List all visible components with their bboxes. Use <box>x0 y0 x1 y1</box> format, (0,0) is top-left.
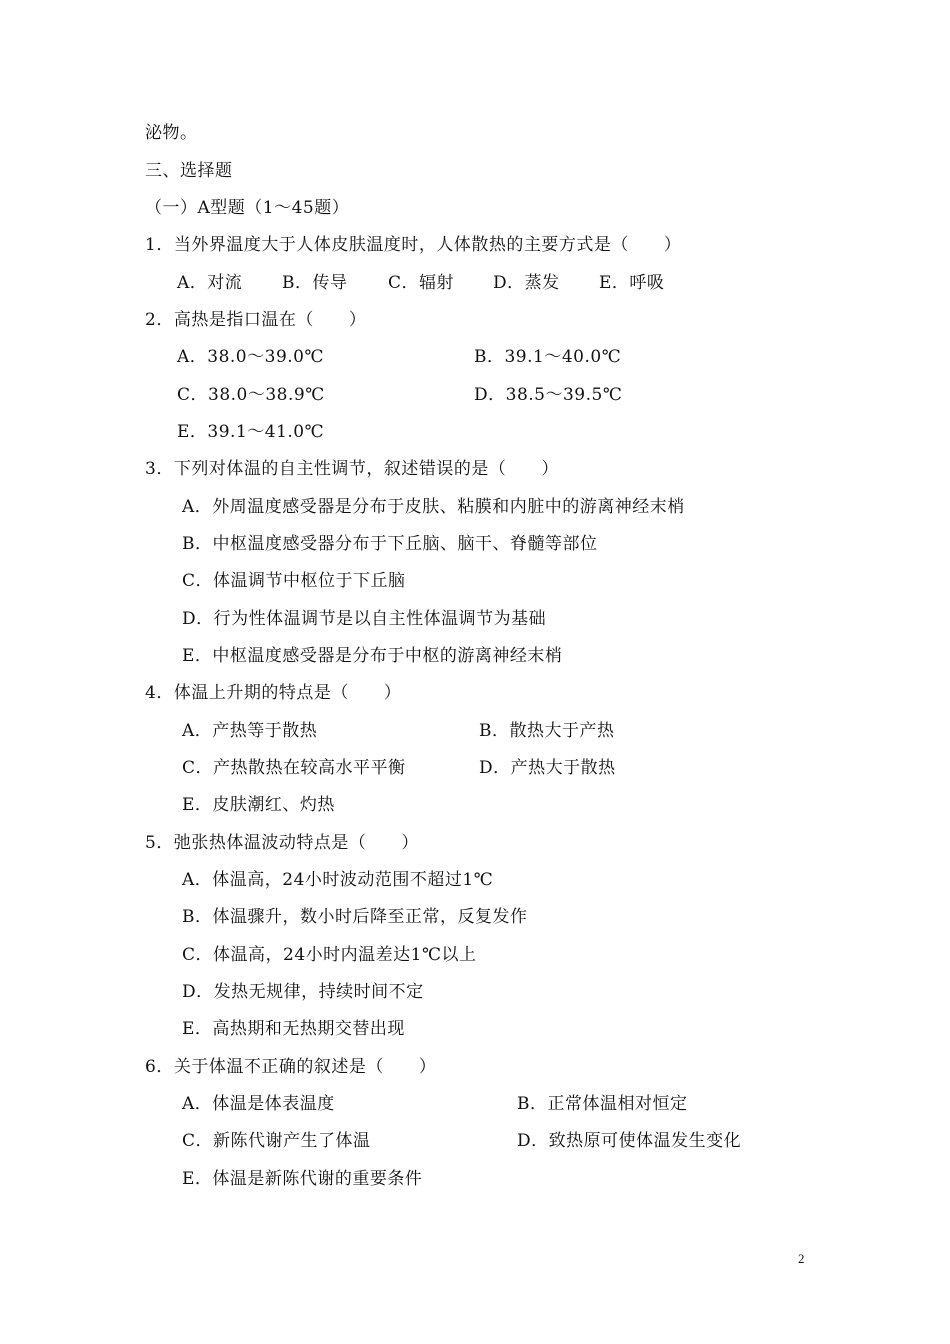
q4-option-d: D．产热大于散热 <box>479 758 616 778</box>
question-3-stem: 3．下列对体温的自主性调节，叙述错误的是（ ） <box>145 459 559 479</box>
q3-option-c: C．体温调节中枢位于下丘脑 <box>182 571 406 591</box>
q1-option-b: B．传导 <box>282 273 348 293</box>
section-title: 三、选择题 <box>145 161 233 181</box>
q3-option-a: A．外周温度感受器是分布于皮肤、粘膜和内脏中的游离神经末梢 <box>182 497 685 517</box>
q6-option-d: D．致热原可使体温发生变化 <box>517 1131 742 1151</box>
q5-option-d: D．发热无规律，持续时间不定 <box>182 982 424 1002</box>
q6-option-b: B．正常体温相对恒定 <box>517 1094 688 1114</box>
q5-option-e: E．高热期和无热期交替出现 <box>182 1019 405 1039</box>
q5-option-a: A．体温高，24小时波动范围不超过1℃ <box>182 870 494 890</box>
q2-option-c: C．38.0～38.9℃ <box>177 385 325 405</box>
q6-option-e: E．体温是新陈代谢的重要条件 <box>182 1169 423 1189</box>
q1-option-a: A．对流 <box>177 273 243 293</box>
q4-option-b: B．散热大于产热 <box>479 721 615 741</box>
q2-option-b: B．39.1～40.0℃ <box>474 347 622 367</box>
q4-option-a: A．产热等于散热 <box>182 721 318 741</box>
q4-option-c: C．产热散热在较高水平平衡 <box>182 758 406 778</box>
q3-option-e: E．中枢温度感受器是分布于中枢的游离神经末梢 <box>182 646 563 666</box>
question-2-stem: 2．高热是指口温在（ ） <box>145 310 367 330</box>
question-6-stem: 6．关于体温不正确的叙述是（ ） <box>145 1057 437 1077</box>
intro-tail: 泌物。 <box>145 123 198 143</box>
question-4-stem: 4．体温上升期的特点是（ ） <box>145 683 402 703</box>
q6-option-c: C．新陈代谢产生了体温 <box>182 1131 371 1151</box>
q3-option-d: D．行为性体温调节是以自主性体温调节为基础 <box>182 609 547 629</box>
q5-option-b: B．体温骤升，数小时后降至正常，反复发作 <box>182 907 528 927</box>
question-1-stem: 1．当外界温度大于人体皮肤温度时，人体散热的主要方式是（ ） <box>145 235 682 255</box>
q2-option-a: A．38.0～39.0℃ <box>177 347 324 367</box>
question-5-stem: 5．弛张热体温波动特点是（ ） <box>145 833 419 853</box>
q2-option-e: E．39.1～41.0℃ <box>177 422 325 442</box>
q5-option-c: C．体温高，24小时内温差达1℃以上 <box>182 945 477 965</box>
q4-option-e: E．皮肤潮红、灼热 <box>182 795 335 815</box>
q6-option-a: A．体温是体表温度 <box>182 1094 335 1114</box>
q2-option-d: D．38.5～39.5℃ <box>474 385 623 405</box>
page-number: 2 <box>798 1251 805 1266</box>
q1-option-d: D．蒸发 <box>493 273 560 293</box>
q3-option-b: B．中枢温度感受器分布于下丘脑、脑干、脊髓等部位 <box>182 534 598 554</box>
q1-option-e: E．呼吸 <box>599 273 665 293</box>
q1-option-c: C．辐射 <box>388 273 455 293</box>
subsection-title: （一）A型题（1～45题） <box>145 198 350 218</box>
